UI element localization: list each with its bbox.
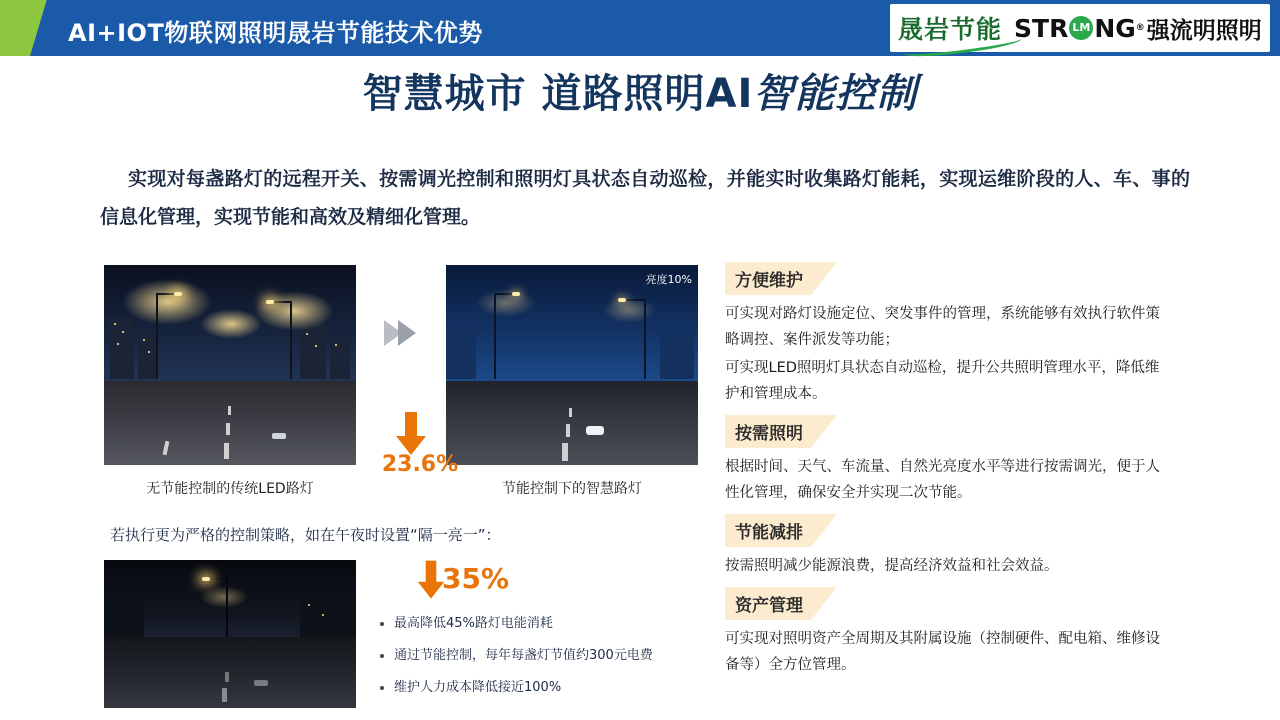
street-lamp: [266, 300, 274, 304]
building: [104, 600, 144, 638]
header-bar: [0, 0, 1280, 56]
benefit-bullet-list: [380, 615, 710, 711]
feature-section-maintenance: [725, 262, 1173, 407]
street-lamp: [512, 292, 520, 296]
logo-chinese-text: [898, 10, 1002, 46]
section-body: [725, 454, 1173, 506]
building: [138, 331, 156, 379]
list-item: [380, 647, 710, 665]
feature-section-energy-saving: [725, 514, 1173, 579]
street-lamp: [618, 298, 626, 302]
image-traditional-street: [104, 265, 356, 465]
lane-marking: [226, 423, 230, 435]
logo-brand-tail: 强流明照明: [1146, 17, 1262, 44]
car: [586, 426, 604, 435]
street-pole-arm: [208, 578, 228, 580]
lamp-glow: [122, 279, 212, 325]
page-title-plain: 智慧城市 道路照明AI: [362, 71, 754, 117]
section-paragraph: 可实现对路灯设施定位、突发事件的管理，系统能够有效执行软件策略调控、案件派发等功能；: [725, 306, 1160, 348]
road-surface: [446, 381, 698, 465]
lane-marking: [222, 688, 227, 702]
scene-midnight: [104, 560, 356, 708]
section-paragraph: 按需照明减少能源浪费，提高经济效益和社会效益。: [725, 558, 1059, 574]
street-pole: [494, 293, 496, 379]
section-body: [725, 301, 1173, 407]
street-pole: [644, 299, 646, 379]
section-body: [725, 626, 1173, 678]
intro-paragraph: 实现对每盏路灯的远程开关、按需调光控制和照明灯具状态自动巡检，并能实时收集路灯能耗，实现运维阶段的人、车、事的信息化管理，实现节能和高效及精细化管理。: [100, 168, 1190, 228]
building: [300, 323, 326, 379]
bullet-text: 通过节能控制，每年每盏灯节值约300元电费: [394, 648, 653, 663]
building: [446, 327, 476, 379]
section-title: 按需照明: [725, 415, 837, 448]
building: [110, 317, 134, 379]
lamp-glow: [200, 309, 262, 339]
bullet-dot-icon: [380, 622, 384, 626]
street-lamp: [174, 292, 182, 296]
company-logo: [890, 4, 1270, 52]
feature-section-on-demand-lighting: [725, 415, 1173, 506]
street-pole: [226, 578, 228, 640]
feature-section-asset-management: [725, 587, 1173, 678]
logo-chinese-label: 晟岩节能: [898, 15, 1003, 44]
header-title: AI+IOT物联网照明晟岩节能技术优势: [68, 19, 483, 47]
building: [330, 335, 350, 379]
caption-traditional: 无节能控制的传统LED路灯: [146, 481, 314, 497]
bullet-text: 维护人力成本降低接近100%: [394, 680, 562, 695]
building: [300, 594, 356, 638]
section-paragraph: 根据时间、天气、车流量、自然光亮度水平等进行按需调光，便于人性化管理，确保安全并实现二次节能。: [725, 459, 1160, 501]
section-paragraph: 可实现LED照明灯具状态自动巡检，提升公共照明管理水平，降低维护和管理成本。: [725, 360, 1160, 402]
street-pole: [290, 301, 292, 379]
page-title-emphasis: 智能控制: [753, 71, 918, 117]
car: [272, 433, 286, 439]
bullet-dot-icon: [380, 654, 384, 658]
bullet-text: 最高降低45%路灯电能消耗: [394, 616, 553, 631]
lamp-glow: [200, 586, 248, 608]
lane-marking: [562, 443, 568, 461]
scene-smart: [446, 265, 698, 465]
transition-arrow-icon: [382, 318, 420, 348]
section-title: 节能减排: [725, 514, 837, 547]
logo-brand-prefix: STR: [1014, 13, 1069, 43]
feature-sections: [725, 262, 1173, 686]
logo-registered-mark: ®: [1135, 23, 1145, 33]
caption-smart: 节能控制下的智慧路灯: [502, 481, 642, 497]
section-paragraph: 可实现对照明资产全周期及其附属设施（控制硬件、配电箱、维修设备等）全方位管理。: [725, 631, 1160, 673]
road-surface: [104, 381, 356, 465]
saving-percent-1: 23.6%: [381, 452, 459, 477]
saving-percent-2: 35%: [442, 562, 510, 595]
section-body: [725, 553, 1173, 579]
road-surface: [104, 637, 356, 708]
lane-marking: [228, 406, 231, 415]
strategy-note: 若执行更为严格的控制策略，如在午夜时设置“隔一亮一”：: [110, 526, 501, 544]
logo-globe-icon: LM: [1069, 16, 1093, 40]
lane-marking: [569, 408, 572, 417]
car: [254, 680, 268, 686]
street-pole-arm: [624, 299, 646, 301]
street-pole: [156, 293, 158, 379]
list-item: [380, 615, 710, 633]
scene-traditional: [104, 265, 356, 465]
list-item: [380, 679, 710, 697]
image-midnight-street: [104, 560, 356, 708]
building: [660, 331, 694, 379]
street-lamp: [202, 577, 210, 581]
brightness-overlay-label: 亮度10%: [645, 273, 692, 286]
logo-brand-text: [1014, 12, 1262, 45]
lane-marking: [225, 672, 229, 682]
section-title: 资产管理: [725, 587, 837, 620]
logo-brand-suffix: NG: [1094, 13, 1136, 43]
page-title: [0, 62, 1280, 119]
section-title: 方便维护: [725, 262, 837, 295]
lane-marking: [224, 443, 229, 459]
image-smart-street: [446, 265, 698, 465]
street-pole-arm: [272, 301, 292, 303]
bullet-dot-icon: [380, 686, 384, 690]
lane-marking: [566, 424, 570, 437]
lamp-glow: [254, 291, 334, 331]
